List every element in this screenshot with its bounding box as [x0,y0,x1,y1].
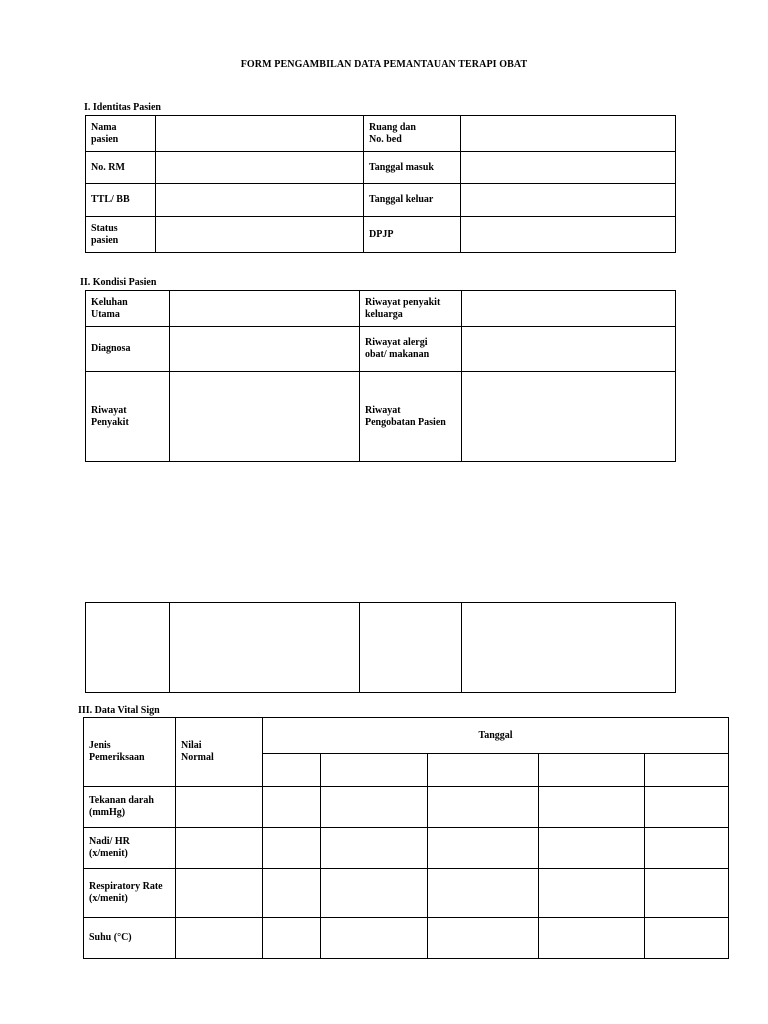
field-riwayat-alergi[interactable] [462,327,676,372]
date-cell[interactable] [263,754,321,787]
label-tanggal-keluar: Tanggal keluar [364,184,461,217]
date-cell[interactable] [321,754,428,787]
label-tekanan-darah: Tekanan darah (mmHg) [84,787,176,828]
field-status-pasien[interactable] [156,217,364,253]
identitas-table [85,115,676,253]
value-cell[interactable] [321,787,428,828]
value-cell[interactable] [645,869,729,918]
header-nilai-normal: Nilai Normal [176,718,263,787]
label-riwayat-pengobatan: Riwayat Pengobatan Pasien [360,372,462,462]
section-vital-heading: III. Data Vital Sign [78,705,160,716]
value-cell[interactable] [539,828,645,869]
value-cell[interactable] [176,918,263,959]
label-suhu: Suhu (°C) [84,918,176,959]
label-riwayat-penyakit: Riwayat Penyakit [86,372,170,462]
value-cell[interactable] [321,918,428,959]
date-cell[interactable] [428,754,539,787]
field-riwayat-penyakit[interactable] [170,372,360,462]
header-jenis-pemeriksaan: Jenis Pemeriksaan [84,718,176,787]
label-keluhan-utama: Keluhan Utama [86,291,170,327]
value-cell[interactable] [263,918,321,959]
label-riwayat-alergi: Riwayat alergi obat/ makanan [360,327,462,372]
field-ruang-bed[interactable] [461,116,676,152]
label-respiratory-rate: Respiratory Rate (x/menit) [84,869,176,918]
date-cell[interactable] [645,754,729,787]
field-riwayat-pengobatan[interactable] [462,372,676,462]
value-cell[interactable] [428,828,539,869]
value-cell[interactable] [645,828,729,869]
field-no-rm[interactable] [156,152,364,184]
kondisi-continuation-table [85,602,676,693]
header-tanggal: Tanggal [263,718,729,754]
section-kondisi-heading: II. Kondisi Pasien [80,277,157,288]
value-cell[interactable] [321,869,428,918]
blank-cell[interactable] [462,603,676,693]
value-cell[interactable] [263,869,321,918]
form-title: FORM PENGAMBILAN DATA PEMANTAUAN TERAPI OBAT [240,59,528,70]
label-ruang-bed: Ruang dan No. bed [364,116,461,152]
field-ttl-bb[interactable] [156,184,364,217]
field-tanggal-keluar[interactable] [461,184,676,217]
value-cell[interactable] [176,869,263,918]
value-cell[interactable] [539,918,645,959]
value-cell[interactable] [539,869,645,918]
value-cell[interactable] [428,918,539,959]
field-dpjp[interactable] [461,217,676,253]
label-ttl-bb: TTL/ BB [86,184,156,217]
value-cell[interactable] [645,918,729,959]
value-cell[interactable] [176,828,263,869]
value-cell[interactable] [321,828,428,869]
value-cell[interactable] [176,787,263,828]
label-dpjp: DPJP [364,217,461,253]
kondisi-table [85,290,676,462]
field-riwayat-keluarga[interactable] [462,291,676,327]
value-cell[interactable] [263,787,321,828]
blank-cell[interactable] [170,603,360,693]
label-nadi-hr: Nadi/ HR (x/menit) [84,828,176,869]
value-cell[interactable] [428,869,539,918]
label-status-pasien: Status pasien [86,217,156,253]
label-nama-pasien: Nama pasien [86,116,156,152]
label-tanggal-masuk: Tanggal masuk [364,152,461,184]
value-cell[interactable] [428,787,539,828]
blank-cell[interactable] [360,603,462,693]
date-cell[interactable] [539,754,645,787]
label-diagnosa: Diagnosa [86,327,170,372]
vital-sign-table [83,717,729,959]
section-identitas-heading: I. Identitas Pasien [84,102,161,113]
field-nama-pasien[interactable] [156,116,364,152]
label-riwayat-keluarga: Riwayat penyakit keluarga [360,291,462,327]
field-keluhan-utama[interactable] [170,291,360,327]
value-cell[interactable] [263,828,321,869]
field-tanggal-masuk[interactable] [461,152,676,184]
value-cell[interactable] [645,787,729,828]
value-cell[interactable] [539,787,645,828]
label-no-rm: No. RM [86,152,156,184]
field-diagnosa[interactable] [170,327,360,372]
blank-cell[interactable] [86,603,170,693]
